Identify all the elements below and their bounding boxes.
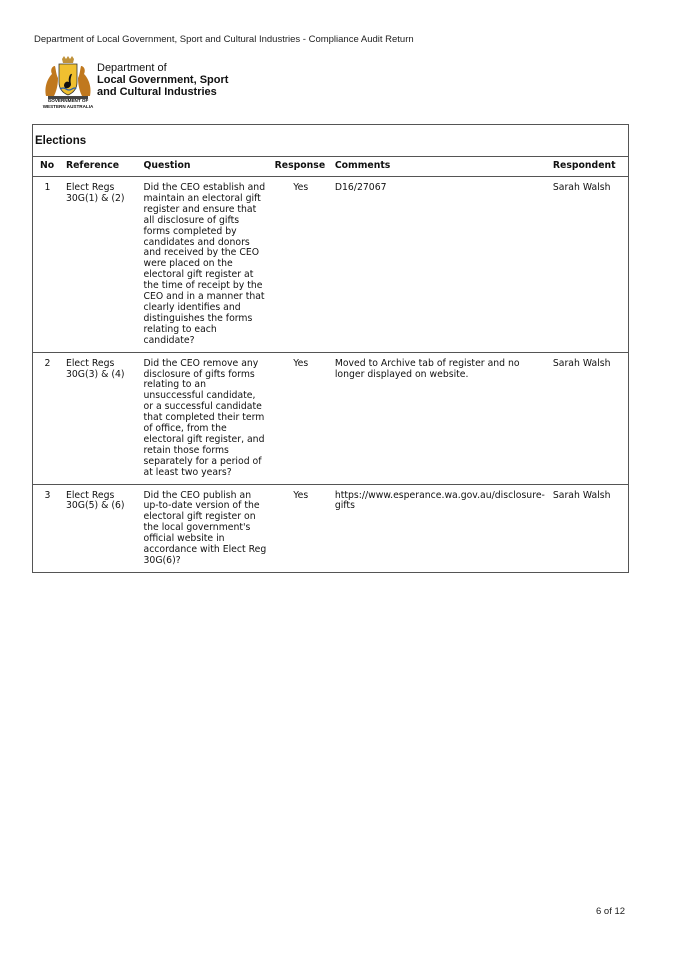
cell-reference: Elect Regs 30G(3) & (4) [62, 352, 140, 484]
column-header-no: No [33, 157, 62, 177]
cell-reference: Elect Regs 30G(5) & (6) [65, 489, 125, 512]
cell-response: Yes [271, 352, 331, 484]
cell-reference: Elect Regs 30G(1) & (2) [62, 177, 140, 353]
cell-comments: D16/27067 [331, 177, 549, 353]
crest-caption-line2: WESTERN AUSTRALIA [42, 103, 94, 109]
cell-respondent: Sarah Walsh [549, 177, 628, 353]
table-row [33, 177, 628, 353]
column-header-reference: Reference [62, 157, 140, 177]
cell-response: Yes [271, 177, 331, 353]
cell-comments: https://www.esperance.wa.gov.au/disclosure-gifts [334, 489, 545, 512]
page-number: 6 of 12 [596, 906, 626, 917]
cell-comments: Moved to Archive tab of register and no longer displayed on website. [331, 352, 549, 484]
cell-question: Did the CEO establish and maintain an electoral gift register and ensure that all disclosure of gifts forms completed by candidates and donors and received by the CEO were placed on the electoral gift register at the time of receipt by the CEO and in a manner that clearly identifies and distinguishes the forms relating to each candidate? [140, 177, 271, 353]
table-header-row [33, 157, 628, 177]
cell-no: 1 [33, 177, 62, 353]
crest-caption [38, 98, 98, 109]
department-name-line1: Department of [97, 62, 167, 74]
column-header-comments: Comments [331, 157, 549, 177]
section-title: Elections [35, 135, 87, 147]
column-header-respondent: Respondent [549, 157, 628, 177]
department-name-line2: Local Government, Sport [97, 74, 229, 86]
cell-question: Did the CEO publish an up-to-date version of the electoral gift register on the local government's official website in accordance with Elect Reg 30G(6)? [143, 489, 267, 566]
cell-question: Did the CEO remove any disclosure of gifts forms relating to an unsuccessful candidate, or a successful candidate that completed their term of office, from the electoral gift register, and retain those forms separately for a period of at least two years? [140, 352, 271, 484]
column-header-question: Question [140, 157, 271, 177]
compliance-table [33, 156, 628, 572]
cell-respondent: Sarah Walsh [552, 489, 611, 501]
department-name [97, 62, 228, 98]
cell-no: 2 [33, 352, 62, 484]
department-name-line3: and Cultural Industries [97, 86, 217, 98]
cell-no: 3 [44, 489, 51, 501]
elections-table-container [32, 124, 629, 573]
cell-response: Yes [293, 489, 309, 501]
crest-caption-line1: GOVERNMENT OF [47, 98, 89, 103]
table-row [33, 484, 628, 572]
running-header: Department of Local Government, Sport and Cultural Industries - Compliance Audit Return [34, 34, 414, 45]
column-header-response: Response [271, 157, 331, 177]
table-row [33, 352, 628, 484]
cell-respondent: Sarah Walsh [549, 352, 628, 484]
